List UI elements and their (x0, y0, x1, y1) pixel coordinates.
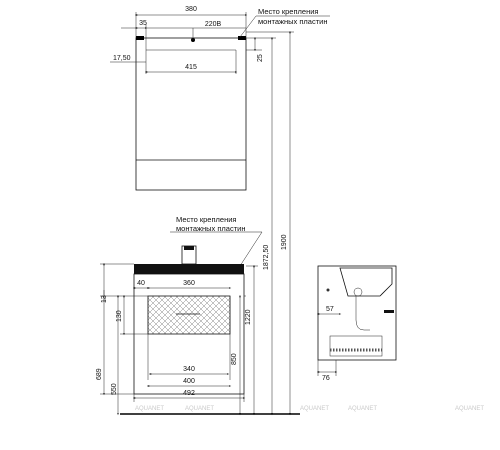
dim-label-40: 40 (137, 280, 145, 287)
watermark-5: AQUANET (455, 406, 485, 412)
dim-400 (148, 378, 230, 386)
watermark-4: AQUANET (348, 406, 378, 412)
power-label: 220В (204, 21, 222, 28)
callout-bottom-line1: Место крепления (176, 215, 237, 224)
side-view (318, 266, 396, 360)
dim-40 (134, 280, 148, 288)
dim-label-492: 492 (183, 390, 195, 397)
basin-section (340, 268, 392, 296)
dim-25 (246, 38, 264, 62)
watermark-1: AQUANET (135, 406, 165, 412)
dim-35 (121, 20, 246, 50)
dim-label-689: 689 (96, 368, 103, 380)
dim-380 (136, 6, 246, 38)
dim-label-550: 550 (111, 383, 118, 395)
dim-label-57: 57 (326, 306, 334, 313)
dim-label-415: 415 (185, 64, 197, 71)
callout-top-line1: Место крепления (258, 7, 319, 16)
callout-top-line2: монтажных пластин (258, 17, 328, 26)
dim-415 (146, 64, 236, 72)
callout-bottom-line2: монтажных пластин (176, 224, 246, 233)
watermarks (135, 406, 484, 412)
dim-label-25: 25 (257, 54, 264, 62)
mirror-cabinet (136, 36, 246, 190)
mount-point-icon (327, 289, 330, 292)
dim-label-17-50: 17,50 (113, 55, 131, 62)
dim-689 (96, 264, 134, 394)
callout-bottom (170, 215, 262, 266)
side-handle (384, 310, 394, 313)
callout-top (240, 7, 330, 37)
dim-1900 (246, 32, 294, 414)
drawer (148, 296, 230, 334)
dim-label-76: 76 (322, 375, 330, 382)
mount-plate-left (136, 36, 144, 40)
dim-76 (318, 360, 336, 382)
mirror-cabinet-body (136, 38, 246, 190)
faucet-spout (184, 246, 194, 250)
dim-label-130: 130 (116, 310, 123, 322)
dim-label-1900: 1900 (281, 234, 288, 250)
siphon-pipe (356, 296, 370, 330)
mount-plate-right (238, 36, 246, 40)
dim-492 (134, 390, 244, 402)
drain-icon (354, 288, 362, 296)
dim-label-850: 850 (231, 353, 238, 365)
dim-label-1872-50: 1872,50 (263, 244, 270, 270)
watermark-3: AQUANET (300, 406, 330, 412)
dim-1220 (245, 266, 258, 414)
dim-label-1220: 1220 (245, 309, 252, 325)
dim-label-35: 35 (139, 20, 147, 27)
dim-label-360: 360 (183, 280, 195, 287)
sink-top (134, 264, 244, 274)
dim-label-380: 380 (185, 6, 197, 13)
dim-label-340: 340 (183, 366, 195, 373)
side-drawer (330, 336, 382, 356)
dim-360 (148, 280, 230, 288)
dim-1872-50 (246, 38, 276, 414)
dim-17-50 (110, 55, 146, 62)
dim-340 (150, 366, 228, 374)
dim-130 (116, 296, 148, 334)
dim-label-13: 13 (101, 295, 108, 303)
watermark-2: AQUANET (185, 406, 215, 412)
dim-57 (318, 306, 340, 314)
dim-label-400: 400 (183, 378, 195, 385)
